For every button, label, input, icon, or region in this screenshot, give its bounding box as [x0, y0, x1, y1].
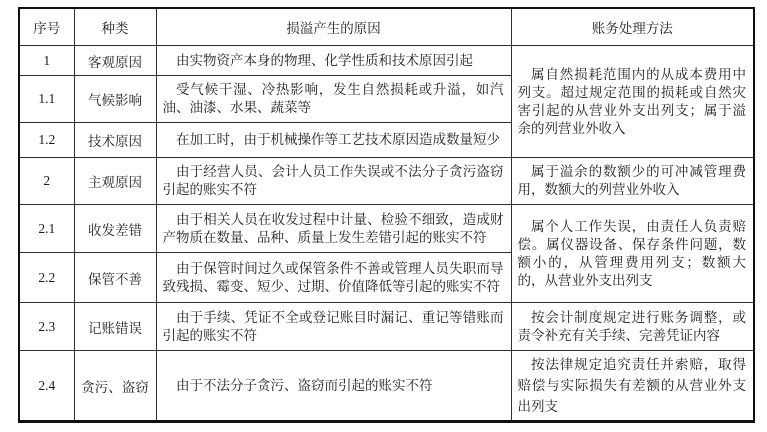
type-cell: 气候影响: [74, 76, 156, 123]
type-cell: 主观原因: [74, 158, 156, 205]
table-row: [19, 205, 754, 253]
treatment-cell-objective: 属自然损耗范围内的从成本费用中列支。超过规定范围的损耗或自然灾害引起的从营业外支出列支；属于溢余的列营业外收入: [511, 46, 754, 158]
type-cell: 记账错误: [74, 303, 156, 351]
header-treatment: 账务处理方法: [511, 8, 754, 46]
cause-cell: 由实物资产本身的物理、化学性质和技术原因引起: [156, 46, 511, 76]
serial-cell: 1: [19, 46, 74, 76]
serial-cell: 2.4: [19, 351, 74, 422]
serial-cell: 1.1: [19, 76, 74, 123]
cause-cell: 受气候干湿、冷热影响，发生自然损耗或升溢，如汽油、油漆、水果、蔬菜等: [156, 76, 511, 123]
serial-cell: 2: [19, 158, 74, 205]
table-row: [19, 46, 754, 76]
header-type: 种类: [74, 8, 156, 46]
serial-cell: 1.2: [19, 123, 74, 158]
type-cell: 贪污、盗窃: [74, 351, 156, 422]
table-row: [19, 351, 754, 422]
serial-cell: 2.1: [19, 205, 74, 253]
type-cell: 收发差错: [74, 205, 156, 253]
cause-cell: 在加工时，由于机械操作等工艺技术原因造成数量短少: [156, 123, 511, 158]
table-row: [19, 158, 754, 205]
type-cell: 保管不善: [74, 253, 156, 303]
loss-treatment-table: [18, 7, 755, 423]
treatment-cell-bookkeeping: 按会计制度规定进行账务调整，或责令补充有关手续、完善凭证内容: [511, 303, 754, 351]
serial-cell: 2.3: [19, 303, 74, 351]
treatment-cell-subjective: 属于溢余的数额少的可冲减管理费用，数额大的列营业外收入: [511, 158, 754, 205]
cause-cell: 由于保管时间过久或保管条件不善或管理人员失职而导致残损、霉变、短少、过期、价值降低等引起的账实不符: [156, 253, 511, 303]
header-serial: 序号: [19, 8, 74, 46]
header-cause: 损溢产生的原因: [156, 8, 511, 46]
cause-cell: 由于相关人员在收发过程中计量、检验不细致，造成财产物质在数量、品种、质量上发生差错引起的账实不符: [156, 205, 511, 253]
treatment-cell-receipt-storage: 属个人工作失误，由责任人负责赔偿。属仪器设备、保存条件问题，数额小的，从管理费用列支；数额大的，从营业外支出列支: [511, 205, 754, 303]
treatment-cell-theft: 按法律规定追究责任并索赔，取得赔偿与实际损失有差额的从营业外支出列支: [511, 351, 754, 422]
cause-cell: 由于手续、凭证不全或登记账目时漏记、重记等错账而引起的账实不符: [156, 303, 511, 351]
type-cell: 技术原因: [74, 123, 156, 158]
serial-cell: 2.2: [19, 253, 74, 303]
table-header-row: [19, 8, 754, 46]
cause-cell: 由于不法分子贪污、盗窃而引起的账实不符: [156, 351, 511, 422]
type-cell: 客观原因: [74, 46, 156, 76]
cause-cell: 由于经营人员、会计人员工作失误或不法分子贪污盗窃引起的账实不符: [156, 158, 511, 205]
table-row: [19, 303, 754, 351]
